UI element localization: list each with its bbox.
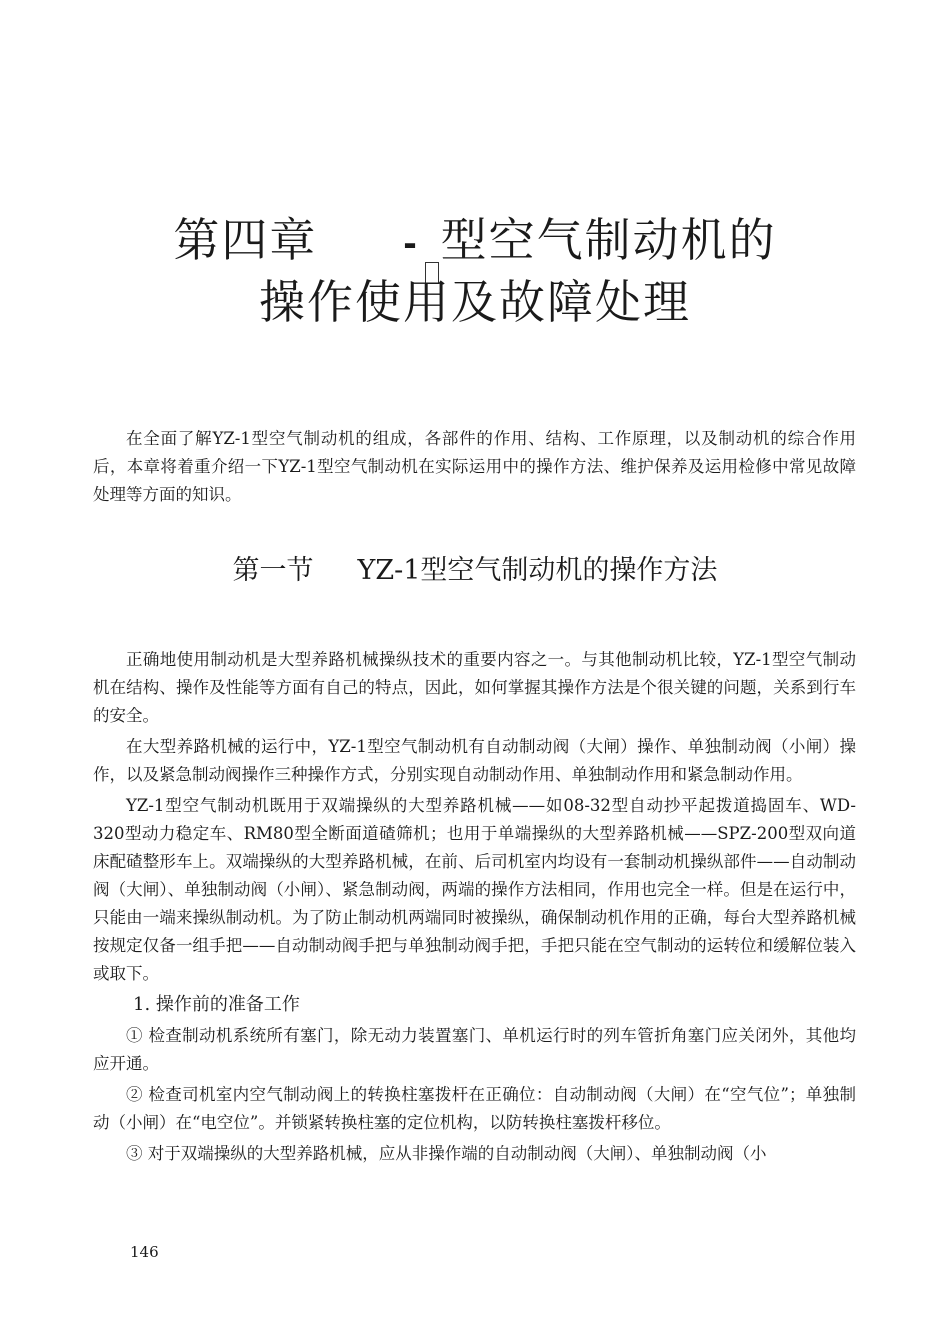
section-label: 第一节 [232, 555, 314, 586]
step-item: ③ 对于双端操纵的大型养路机械，应从非操作端的自动制动阀（大闸）、单独制动阀（小 [126, 1144, 767, 1163]
chapter-title-suffix: 型空气制动机的 [440, 213, 777, 267]
chapter-title-prefix: 第四章 [173, 213, 318, 267]
page-number: 146 [130, 1243, 159, 1261]
subheading: 1. 操作前的准备工作 [133, 994, 300, 1015]
intro-paragraph: 在全面了解YZ-1型空气制动机的组成，各部件的作用、结构、工作原理，以及制动机的综合作用后，本章将着重介绍一下YZ-1型空气制动机在实际运用中的操作方法、维护保养及运用检修中常见故障处理等方面的知识。 [93, 429, 856, 504]
chapter-title-line2: 操作使用及故障处理 [259, 275, 691, 329]
paragraph: YZ-1型空气制动机既用于双端操纵的大型养路机械——如08-32型自动抄平起拨道捣固车、WD-320型动力稳定车、RM80型全断面道碴筛机；也用于单端操纵的大型养路机械——SPZ-200型双向道床配碴整形车上。双端操纵的大型养路机械，在前、后司机室内均设有一套制动机操纵部件——自动制动阀（大闸）、单独制动阀（小闸）、紧急制动阀，两端的操作方法相同，作用也完全一样。但是在运行中，只能由一端来操纵制动机。为了防止制动机两端同时被操纵，确保制动机作用的正确，每台大型养路机械按规定仅备一组手把——自动制动阀手把与单独制动阀手把，手把只能在空气制动的运转位和缓解位装入或取下。 [93, 796, 856, 983]
paragraph: 在大型养路机械的运行中，YZ-1型空气制动机有自动制动阀（大闸）操作、单独制动阀（小闸）操作，以及紧急制动阀操作三种操作方式，分别实现自动制动作用、单独制动作用和紧急制动作用。 [93, 737, 856, 784]
step-item: ② 检查司机室内空气制动阀上的转换柱塞拨杆在正确位：自动制动阀（大闸）在“空气位”；单独制动（小闸）在“电空位”。并锁紧转换柱塞的定位机构，以防转换柱塞拨杆移位。 [93, 1085, 856, 1132]
body-text [93, 646, 856, 1171]
chapter-title-dash: - [403, 221, 419, 265]
step-item: ① 检查制动机系统所有塞门，除无动力装置塞门、单机运行时的列车管折角塞门应关闭外，其他均应开通。 [93, 1026, 856, 1073]
section-heading: YZ-1型空气制动机的操作方法 [357, 555, 718, 586]
section-title [0, 551, 950, 591]
intro-text [93, 425, 856, 509]
paragraph: 正确地使用制动机是大型养路机械操纵技术的重要内容之一。与其他制动机比较，YZ-1型空气制动机在结构、操作及性能等方面有自己的特点，因此，如何掌握其操作方法是个很关键的问题，关系到行车的安全。 [93, 650, 856, 725]
